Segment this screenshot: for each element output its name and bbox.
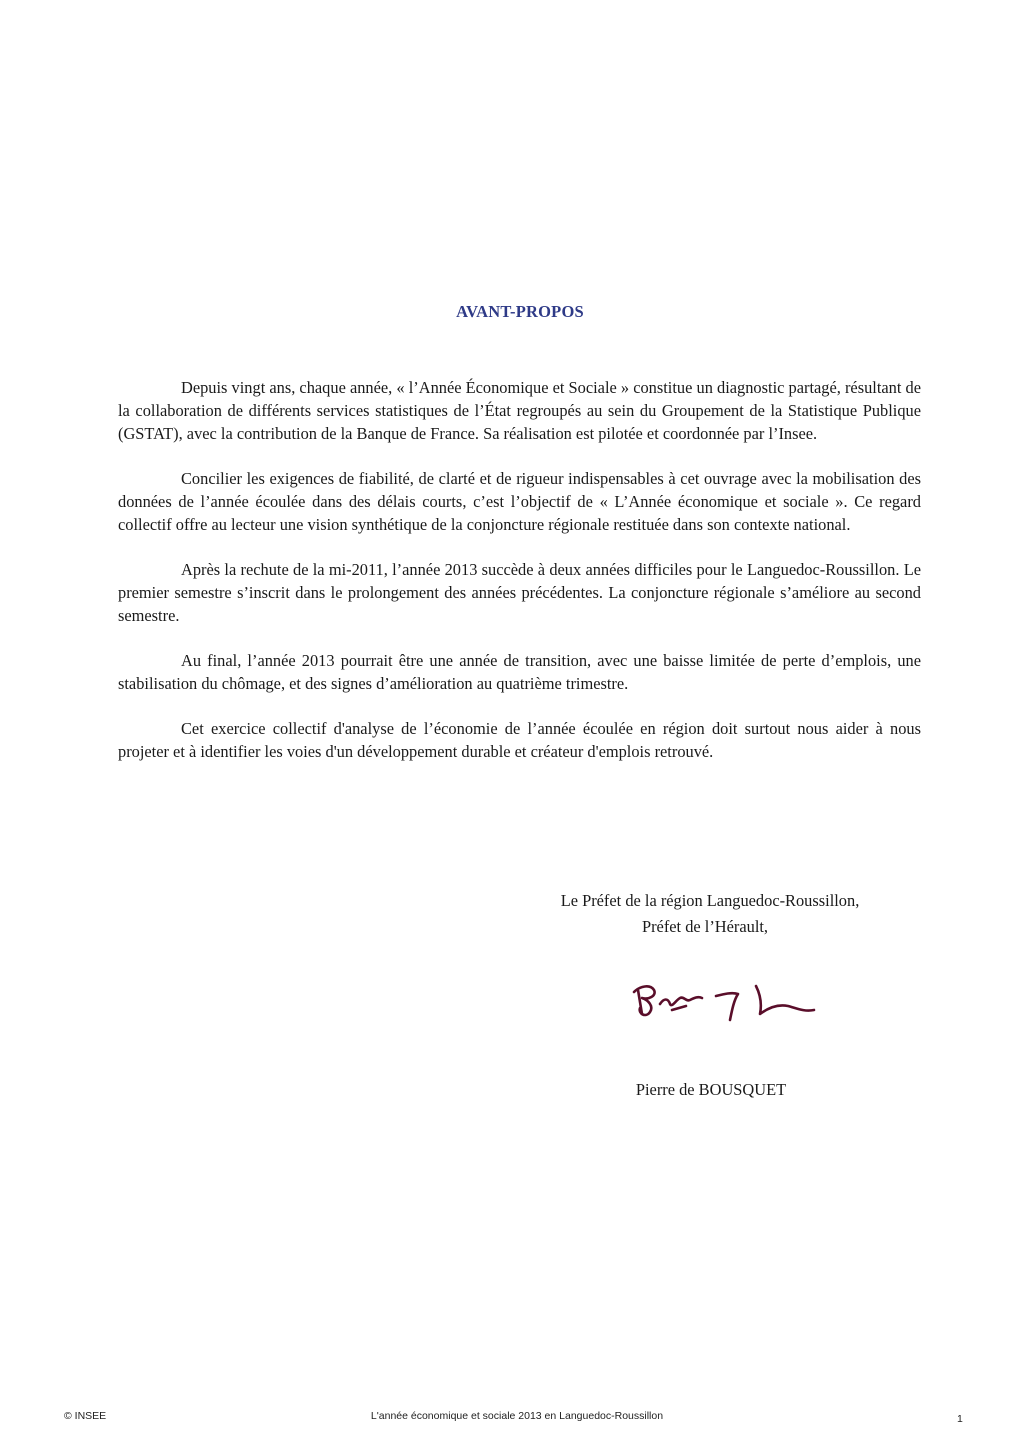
paragraph-intro: Depuis vingt ans, chaque année, « l’Année Économique et Sociale » constitue un diagnostic partagé, résultant de la collaboration de différents services statistiques de l’État regroupés au sein du Groupement de la Statistique Publique (GSTAT), avec la contribution de la Banque de France. Sa réalisation est pilotée et coordonnée par l’Insee. bbox=[118, 378, 921, 443]
footer-publication-title: L'année économique et sociale 2013 en Languedoc-Roussillon bbox=[370, 1410, 664, 1422]
paragraph-conjoncture: Après la rechute de la mi-2011, l’année 2013 succède à deux années difficiles pour le Languedoc-Roussillon. Le premier semestre s’inscrit dans le prolongement des années précédentes. La conjoncture régionale s’améliore au second semestre. bbox=[118, 560, 921, 625]
paragraph-conclusion: Cet exercice collectif d'analyse de l’économie de l’année écoulée en région doit surtout nous aider à nous projeter et à identifier les voies d'un développement durable et créateur d'emplois retrouvé. bbox=[118, 719, 921, 761]
page-footer bbox=[0, 1408, 1024, 1428]
signatory-name: Pierre de BOUSQUET bbox=[635, 1080, 787, 1099]
footer-page-number: 1 bbox=[957, 1413, 963, 1425]
body-text bbox=[118, 376, 921, 785]
signatory-title-line-1: Le Préfet de la région Languedoc-Roussillon, bbox=[560, 891, 860, 910]
paragraph-objective: Concilier les exigences de fiabilité, de clarté et de rigueur indispensables à cet ouvrage avec la mobilisation des données de l’année écoulée dans des délais courts, c’est l’objectif de « L’Année économique et sociale ». Ce regard collectif offre au lecteur une vision synthétique de la conjoncture régionale restituée dans son contexte national. bbox=[118, 469, 921, 534]
footer-copyright: © INSEE bbox=[64, 1410, 107, 1422]
signatory-title bbox=[500, 888, 920, 940]
page-title: AVANT-PROPOS bbox=[456, 302, 584, 321]
handwritten-signature bbox=[628, 968, 848, 1028]
paragraph-transition: Au final, l’année 2013 pourrait être une année de transition, avec une baisse limitée de perte d’emplois, une stabilisation du chômage, et des signes d’amélioration au quatrième trimestre. bbox=[118, 651, 921, 693]
signatory-title-line-2: Préfet de l’Hérault, bbox=[641, 917, 769, 936]
